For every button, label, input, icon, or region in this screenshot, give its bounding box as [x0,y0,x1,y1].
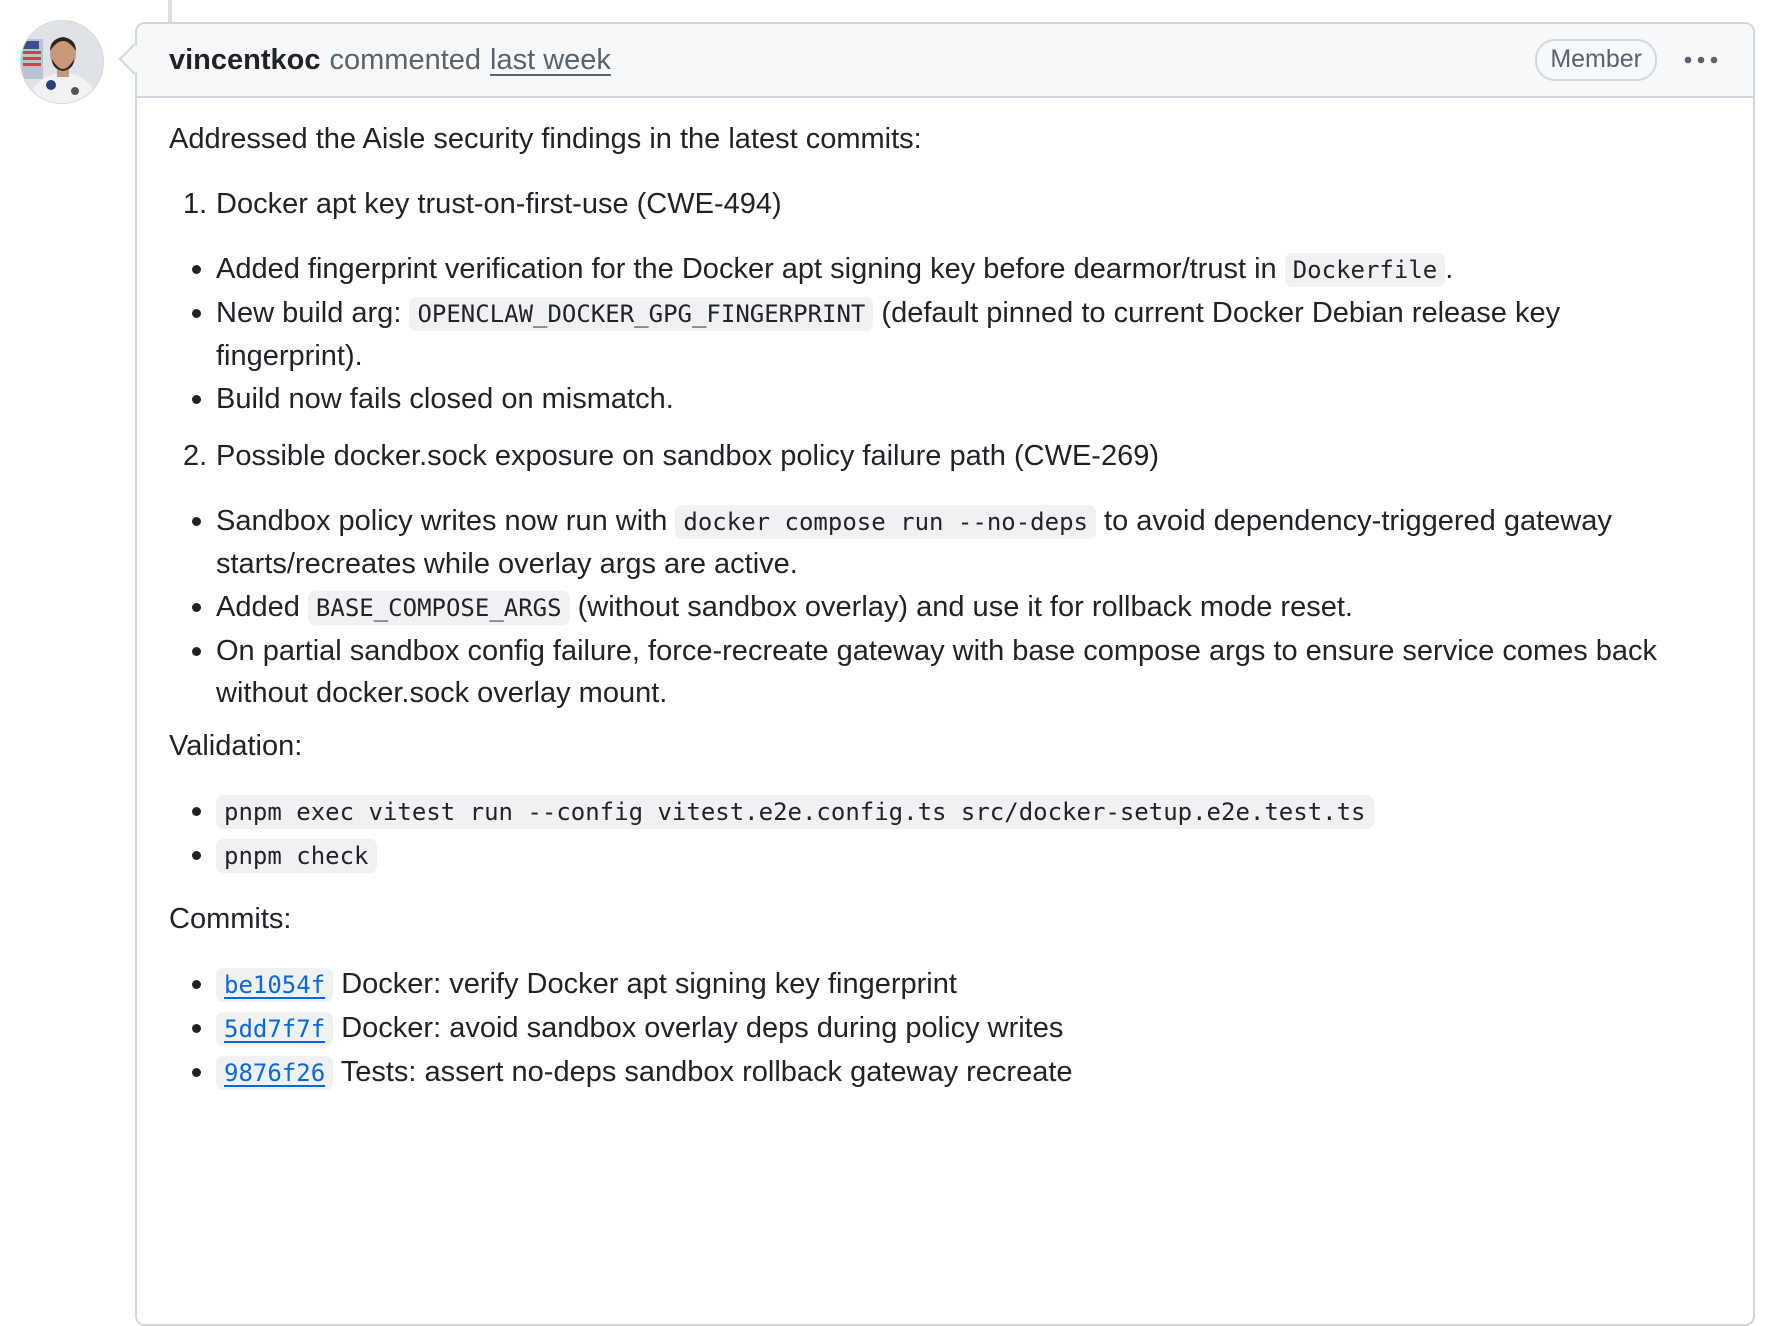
commit-item [169,1007,1713,1050]
commit-message: Docker: avoid sandbox overlay deps during policy writes [341,1012,1064,1044]
bullet-text: New build arg: [216,297,410,329]
inline-code: Dockerfile [1285,253,1446,287]
validation-command: pnpm check [216,839,377,873]
list-item [169,378,1713,420]
commits-heading: Commits: [169,903,292,935]
bullet-text: (without sandbox overlay) and use it for rollback mode reset. [569,591,1353,623]
list-item [169,248,1713,291]
commits-list [169,963,1713,1095]
bullet-text: On partial sandbox config failure, force-recreate gateway with base compose args to ensure service comes back without docker.sock overlay mount. [216,635,1658,709]
inline-code: BASE_COMPOSE_ARGS [308,591,570,625]
finding-title: Docker apt key trust-on-first-use (CWE-494) [216,188,782,220]
bullet-text: Sandbox policy writes now run with [216,505,676,537]
avatar-image [21,21,103,103]
kebab-horizontal-icon [1684,56,1718,64]
comment-timestamp[interactable]: last week [490,43,611,76]
list-item [169,586,1713,629]
bullet-text: (default pinned to current Docker Debian release key fingerprint). [216,297,1561,372]
comment-options-button[interactable] [1681,45,1721,75]
validation-list [169,790,1713,878]
avatar[interactable] [20,20,104,104]
commit-message: Docker: verify Docker apt signing key fingerprint [341,968,957,1000]
commit-item [169,963,1713,1006]
commit-sha-link[interactable]: 5dd7f7f [216,1012,333,1046]
role-badge: Member [1535,39,1657,81]
list-number: 1. [183,188,208,220]
list-item [169,790,1713,833]
list-item [169,834,1713,877]
commit-item [169,1051,1713,1094]
intro-paragraph: Addressed the Aisle security findings in the latest commits: [169,123,922,155]
commit-sha-link[interactable]: be1054f [216,968,333,1002]
bullet-text: Added [216,591,308,623]
inline-code: docker compose run --no-deps [675,505,1096,539]
bullet-text: to avoid dependency-triggered gateway starts/recreates while overlay args are active. [216,505,1612,580]
finding-title: Possible docker.sock exposure on sandbox policy failure path (CWE-269) [216,440,1159,472]
finding-2 [169,435,1713,477]
timeline-connector [168,0,172,22]
inline-code: OPENCLAW_DOCKER_GPG_FINGERPRINT [409,297,873,331]
bullet-text: . [1445,253,1454,285]
finding-1-bullets [169,248,1713,421]
list-item [169,292,1713,377]
list-item [169,500,1713,585]
bullet-text: Added fingerprint verification for the Docker apt signing key before dearmor/trust in [216,253,1285,285]
validation-heading: Validation: [169,730,303,762]
author-link[interactable]: vincentkoc [169,43,321,76]
comment-header [137,24,1753,98]
bullet-text: Build now fails closed on mismatch. [216,383,674,415]
list-item [169,630,1713,714]
comment-action: commented [329,43,482,76]
commit-message: Tests: assert no-deps sandbox rollback gateway recreate [340,1056,1073,1088]
numbered-item [169,435,1713,477]
comment-card [135,22,1755,1326]
finding-1 [169,183,1713,225]
finding-2-bullets [169,500,1713,715]
commit-sha-link[interactable]: 9876f26 [216,1056,333,1090]
validation-command: pnpm exec vitest run --config vitest.e2e.config.ts src/docker-setup.e2e.test.ts [216,795,1374,829]
numbered-item [169,183,1713,225]
list-number: 2. [183,440,208,472]
